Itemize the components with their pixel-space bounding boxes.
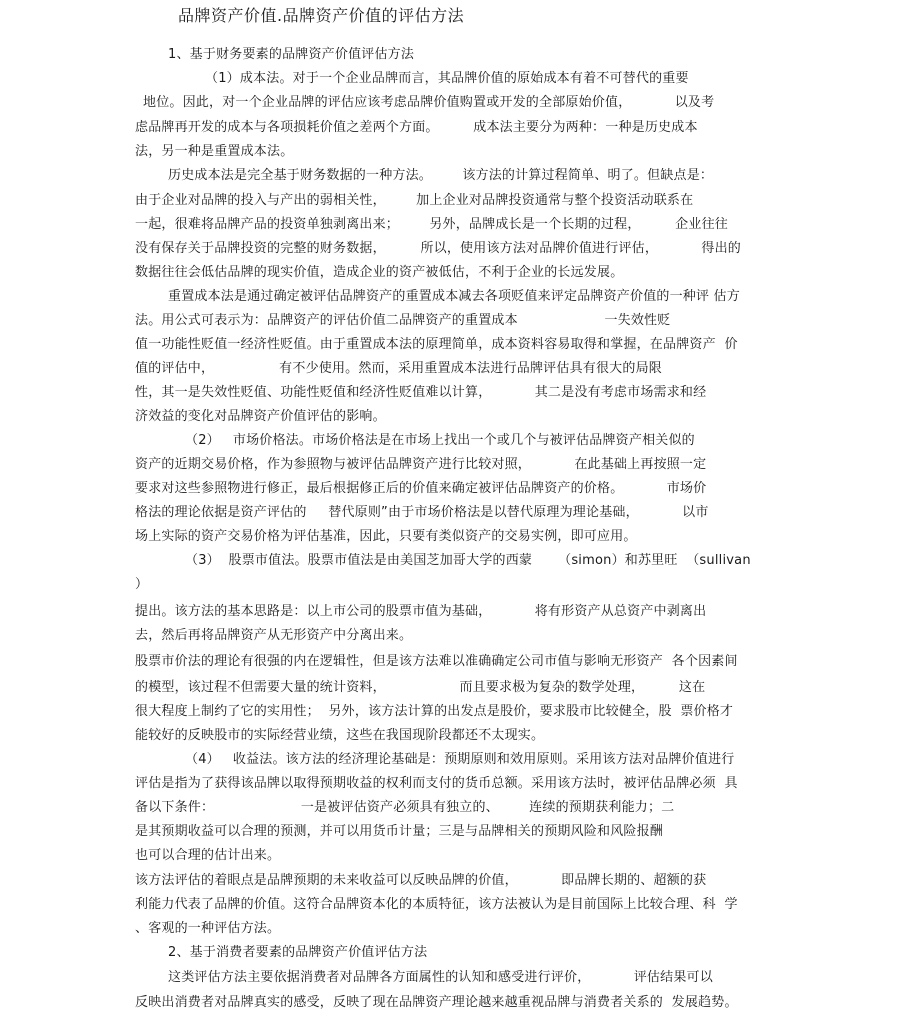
text-line: 重置成本法是通过确定被评估品牌资产的重置成本减去各项贬值来评定品牌资产价值的一种评 估方 (168, 289, 740, 304)
text-line: ） (135, 577, 149, 592)
text-line: 的模型，该过程不但需要大量的统计资料， 而且要求极为复杂的数学处理， 这在 (135, 680, 706, 695)
text-line: 场上实际的资产交易价格为评估基准，因此，只要有类似资产的交易实例，即可应用。 (135, 529, 637, 544)
text-line: 没有保存关于品牌投资的完整的财务数据， 所以，使用该方法对品牌价值进行评估， 得出的 (135, 241, 741, 256)
text-line: 虑品牌再开发的成本与各项损耗价值之差两个方面。 成本法主要分为两种：一种是历史成本 (135, 120, 698, 135)
text-line: 法，另一种是重置成本法。 (135, 144, 294, 159)
text-line: 值的评估中， 有不少使用。然而，采用重置成本法进行品牌评估具有很大的局限 (135, 361, 662, 376)
text-line: 备以下条件： 一是被评估资产必须具有独立的、 连续的预期获利能力；二 (135, 800, 675, 815)
text-line: 反映出消费者对品牌真实的感受，反映了现在品牌资产理论越来越重视品牌与消费者关系的 发展趋势。 (135, 995, 738, 1010)
text-line: 法。用公式可表示为：品牌资产的评估价值二品牌资产的重置成本 一失效性贬 (135, 313, 671, 328)
section-heading-1: 1、基于财务要素的品牌资产价值评估方法 (168, 47, 415, 62)
page-title: 品牌资产价值.品牌资产价值的评估方法 (178, 6, 465, 25)
text-line: 历史成本法是完全基于财务数据的一种方法。 该方法的计算过程简单、明了。但缺点是： (168, 168, 714, 183)
text-line: 股票市价法的理论有很强的内在逻辑性，但是该方法难以准确确定公司市值与影响无形资产 各个因素间 (135, 654, 738, 669)
text-line: 能较好的反映股市的实际经营业绩，这些在我国现阶段都还不太现实。 (135, 728, 545, 743)
text-line: 一起，很难将品牌产品的投资单独剥离出来； 另外，品牌成长是一个长期的过程， 企业往往 (135, 217, 728, 232)
text-line: （1）成本法。对于一个企业品牌而言，其品牌价值的原始成本有着不可替代的重要 (205, 71, 689, 86)
section-heading-2: 2、基于消费者要素的品牌资产价值评估方法 (168, 945, 428, 960)
text-line: 济效益的变化对品牌资产价值评估的影响。 (135, 409, 386, 424)
text-line: 、客观的一种评估方法。 (135, 921, 281, 936)
text-line: （3） 股票市值法。股票市值法是由美国芝加哥大学的西蒙 （simon）和苏里旺 （sullivan (185, 553, 751, 568)
text-line: 评估是指为了获得该品牌以取得预期收益的权利而支付的货币总额。采用该方法时，被评估品牌必须 具 (135, 776, 738, 791)
text-line: 这类评估方法主要依据消费者对品牌各方面属性的认知和感受进行评价， 评估结果可以 (168, 970, 713, 985)
text-line: 地位。因此，对一个企业品牌的评估应该考虑品牌价值购置或开发的全部原始价值， 以及考 (143, 95, 715, 110)
text-line: 该方法评估的着眼点是品牌预期的未来收益可以反映品牌的价值， 即品牌长期的、超额的获 (135, 873, 707, 888)
text-line: 资产的近期交易价格，作为参照物与被评估品牌资产进行比较对照， 在此基础上再按照一定 (135, 457, 707, 472)
text-line: 很大程度上制约了它的实用性； 另外，该方法计算的出发点是股价，要求股市比较健全，股 票价格才 (135, 704, 734, 719)
text-line: 数据往往会低估品牌的现实价值，造成企业的资产被低估，不利于企业的长远发展。 (135, 265, 624, 280)
text-line: 提出。该方法的基本思路是：以上市公司的股票市值为基础， 将有形资产从总资产中剥离出 (135, 604, 707, 619)
text-line: 也可以合理的估计出来。 (135, 848, 281, 863)
text-line: （4） 收益法。该方法的经济理论基础是：预期原则和效用原则。采用该方法对品牌价值进行 (185, 752, 735, 767)
text-line: 由于企业对品牌的投入与产出的弱相关性， 加上企业对品牌投资通常与整个投资活动联系在 (135, 193, 694, 208)
text-line: 值一功能性贬值一经济性贬值。由于重置成本法的原理简单，成本资料容易取得和掌握，在品牌资产 价 (135, 337, 738, 352)
text-line: 格法的理论依据是资产评估的 替代原则”由于市场价格法是以替代原理为理论基础， 以市 (135, 505, 709, 520)
text-line: （2） 市场价格法。市场价格法是在市场上找出一个或几个与被评估品牌资产相关似的 (185, 433, 695, 448)
text-line: 是其预期收益可以合理的预测，并可以用货币计量；三是与品牌相关的预期风险和风险报酬 (135, 824, 664, 839)
text-line: 性，其一是失效性贬值、功能性贬值和经济性贬值难以计算， 其二是没有考虑市场需求和经 (135, 385, 707, 400)
text-line: 去，然后再将品牌资产从无形资产中分离出来。 (135, 628, 413, 643)
text-line: 要求对这些参照物进行修正，最后根据修正后的价值来确定被评估品牌资产的价格。 市场价 (135, 481, 707, 496)
text-line: 利能力代表了品牌的价值。这符合品牌资本化的本质特征，该方法被认为是目前国际上比较合理、科 学 (135, 897, 738, 912)
